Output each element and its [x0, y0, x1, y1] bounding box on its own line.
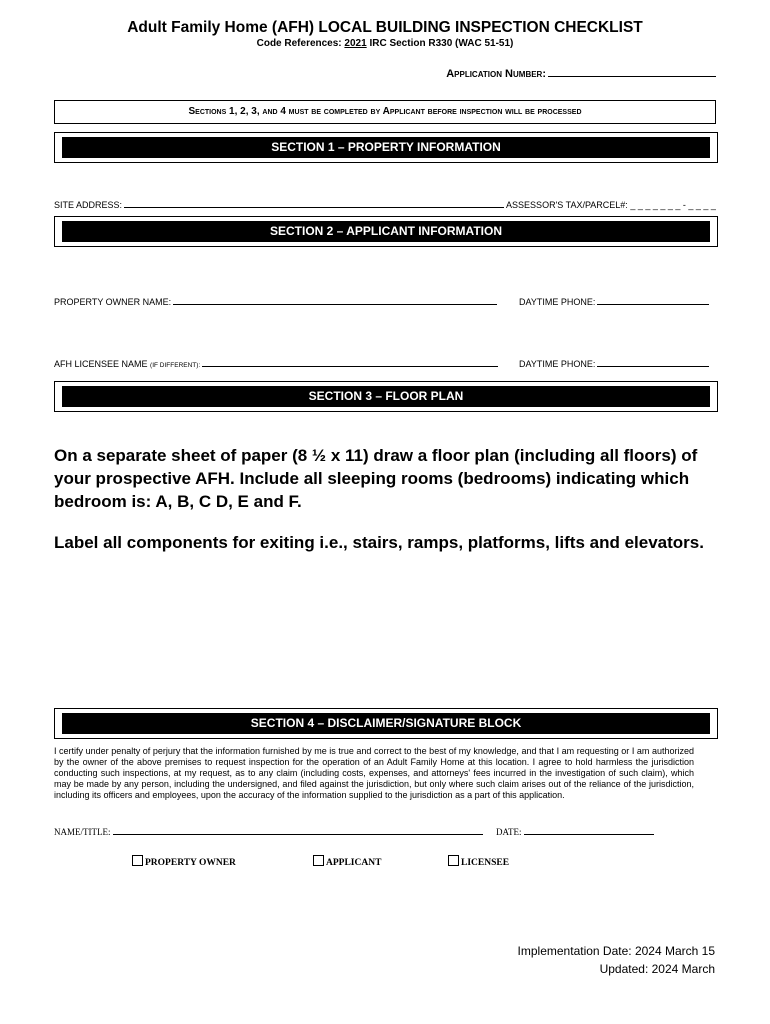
section-3-title: SECTION 3 – FLOOR PLAN [62, 386, 710, 407]
exiting-instructions: Label all components for exiting i.e., stairs, ramps, platforms, lifts and elevators. [54, 533, 704, 552]
checkbox-square[interactable] [448, 855, 459, 866]
licensee-name-row [54, 358, 498, 369]
licensee-note: (IF DIFFERENT): [150, 362, 201, 369]
owner-name-row [54, 296, 497, 307]
document-title: Adult Family Home (AFH) LOCAL BUILDING INSPECTION CHECKLIST [127, 19, 643, 36]
code-ref-suffix: IRC Section R330 (WAC 51-51) [366, 38, 514, 49]
site-address-row [54, 199, 716, 210]
date-row [496, 826, 654, 837]
checkbox-licensee[interactable] [448, 852, 509, 870]
checkbox-label: LICENSEE [461, 858, 510, 868]
date-label: DATE: [496, 827, 522, 837]
parcel-field[interactable]: _ _ _ _ _ _ _ - _ _ _ _ [630, 200, 716, 210]
owner-phone-label: DAYTIME PHONE: [519, 297, 596, 307]
section-2-title: SECTION 2 – APPLICANT INFORMATION [62, 221, 710, 242]
owner-phone-field[interactable] [597, 296, 709, 305]
section-2-header [54, 216, 718, 247]
date-field[interactable] [524, 826, 654, 835]
licensee-name-field[interactable] [202, 358, 498, 367]
checkbox-square[interactable] [313, 855, 324, 866]
checkbox-square[interactable] [132, 855, 143, 866]
section-3-header [54, 381, 718, 412]
section-4-title: SECTION 4 – DISCLAIMER/SIGNATURE BLOCK [62, 713, 710, 734]
application-number-field[interactable] [548, 66, 716, 77]
owner-phone-row [519, 296, 709, 307]
section-1-title: SECTION 1 – PROPERTY INFORMATION [62, 137, 710, 158]
completion-notice: Sections 1, 2, 3, and 4 must be completed by Applicant before inspection will be processed [54, 100, 716, 124]
checkbox-property-owner[interactable] [132, 852, 236, 870]
site-address-field[interactable] [124, 199, 504, 208]
application-number [446, 66, 716, 80]
owner-name-field[interactable] [173, 296, 497, 305]
implementation-date: Implementation Date: 2024 March 15 [517, 944, 715, 958]
updated-date: Updated: 2024 March [599, 962, 715, 976]
checkbox-label: APPLICANT [326, 858, 382, 868]
code-ref-year: 2021 [344, 38, 367, 49]
name-title-field[interactable] [113, 826, 483, 835]
name-title-row [54, 826, 483, 837]
parcel-label: ASSESSOR'S TAX/PARCEL#: [506, 200, 628, 210]
name-title-label: NAME/TITLE: [54, 827, 111, 837]
section-1-header [54, 132, 718, 163]
licensee-phone-row [519, 358, 709, 369]
licensee-phone-field[interactable] [597, 358, 709, 367]
checkbox-label: PROPERTY OWNER [145, 858, 236, 868]
licensee-name-label: AFH LICENSEE NAME [54, 359, 148, 369]
floor-plan-instructions: On a separate sheet of paper (8 ½ x 11) draw a floor plan (including all floors) of your prospective AFH. Include all sleeping rooms (bedrooms) indicating which bedroom is: A, B, C D, E and F. [54, 446, 698, 511]
code-references [0, 38, 770, 49]
site-address-label: SITE ADDRESS: [54, 200, 123, 210]
section-4-header [54, 708, 718, 739]
disclaimer-text: I certify under penalty of perjury that the information furnished by me is true and correct to the best of my knowledge, and that I am requesting or I am authorized by the owner of the above premises to request inspection for the operation of an Adult Family Home at this location. I agree to hold harmless the jurisdiction conducting such inspections, at my request, as to any claim (including costs, expenses, and attorneys' fees incurred in the investigation of such claim), which may be made by any person, including the undersigned, and filed against the jurisdiction, but only where such claim arises out of the reliance of the jurisdiction, including its officers and employees, upon the accuracy of the information supplied to the jurisdiction as a part of this application. [54, 746, 694, 800]
owner-name-label: PROPERTY OWNER NAME: [54, 297, 172, 307]
code-ref-prefix: Code References: [256, 38, 345, 49]
licensee-phone-label: DAYTIME PHONE: [519, 359, 596, 369]
checkbox-applicant[interactable] [313, 852, 381, 870]
application-number-label: Application Number: [446, 68, 546, 80]
